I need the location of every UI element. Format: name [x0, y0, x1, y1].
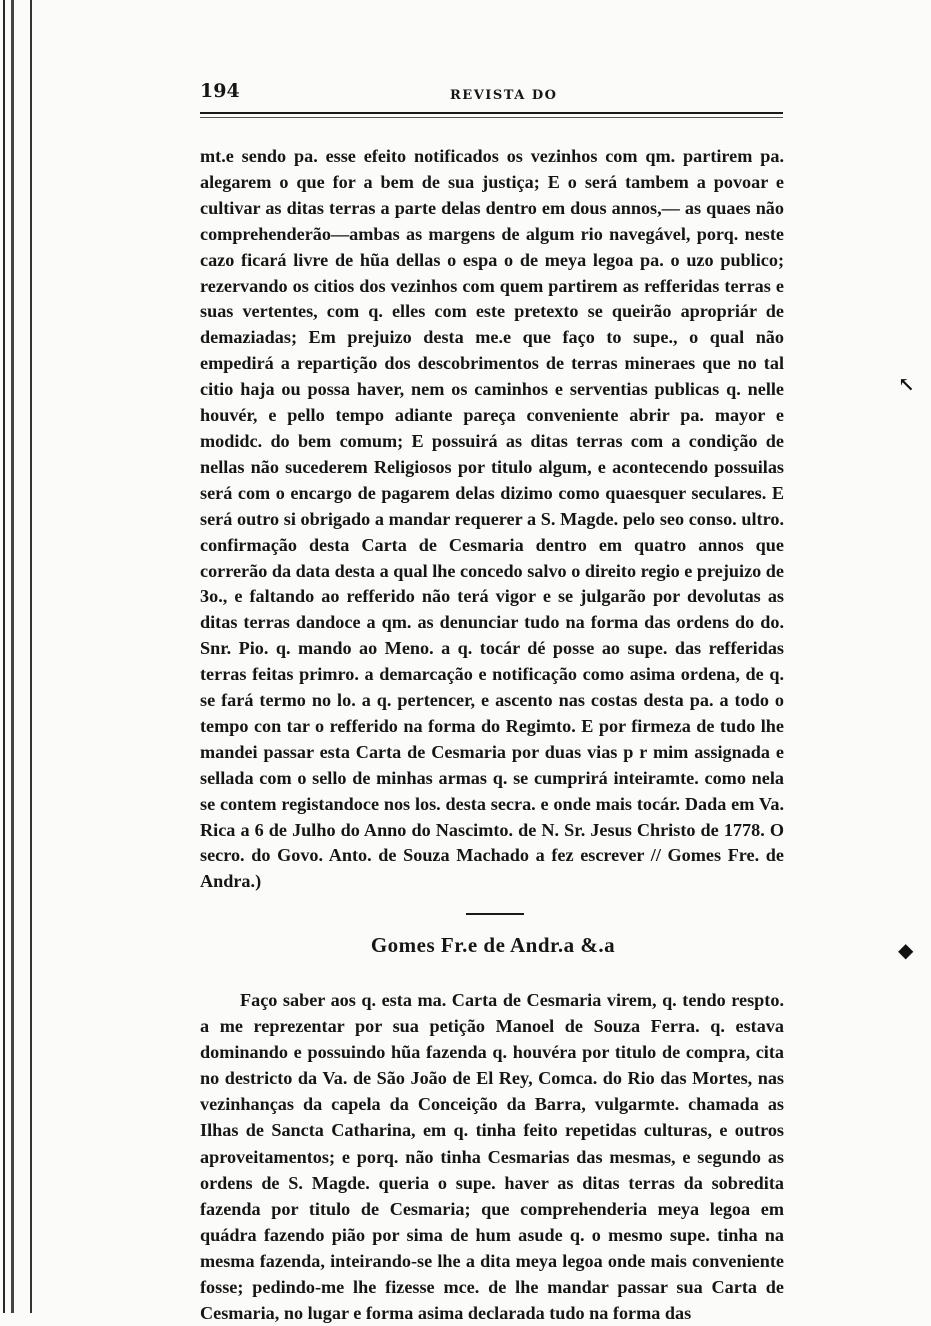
second-text-block — [200, 987, 784, 1326]
binding-line — [30, 0, 32, 1313]
section-heading: Gomes Fr.e de Andr.a &.a — [370, 933, 616, 957]
book-page — [200, 78, 786, 1324]
margin-mark-arrow: ↖ — [898, 372, 915, 396]
section-divider — [466, 913, 524, 915]
header-rule — [200, 112, 783, 118]
page-header — [200, 78, 786, 108]
page-number: 194 — [200, 80, 240, 102]
running-head: REVISTA DO — [450, 88, 558, 103]
binding-line — [11, 0, 14, 1313]
margin-mark-blot: ◆ — [898, 938, 914, 962]
paragraph: Faço saber aos q. esta ma. Carta de Cesmaria virem, q. tendo respto. a me reprezentar por sua petição Manoel de Souza Ferra. q. estava dominando e possuindo hũa fazenda q. houvéra por titulo de compra, cita no destricto da Va. de São João de El Rey, Comca. do Rio das Mortes, nas vezinhanças da capela da Conceição da Barra, vulgarmte. chamada as Ilhas de Sancta Catharina, em q. tinha feito repetidas culturas, e outros aproveitamentos; e porq. não tinha Cesmarias das mesmas, e segundo as ordens de S. Magde. queria o supe. haver as ditas terras da sobredita fazenda por titulo de Cesmaria; que comprehenderia meya legoa em quádra fazendo pião por sima de hum asude q. o mesmo supe. tinha na mesma fazenda, inteirando-se lhe a dita meya legoa onde mais conveniente fosse; pedindo-me lhe fizesse mce. de lhe mandar passar sua Carta de Cesmaria, no lugar e forma asima declarada tudo na forma das — [200, 990, 784, 1324]
main-text-block — [200, 144, 784, 895]
binding-line — [3, 0, 5, 1313]
paragraph: mt.e sendo pa. esse efeito notificados os vezinhos com qm. partirem pa. alegarem o que for a bem de sua justiça; E o será tambem a povoar e cultivar as ditas terras a parte delas dentro em dous annos,— as quaes não comprehenderão—ambas as margens de algum rio navegável, porq. neste cazo ficará livre de hũa dellas o espa o de meya legoa pa. o uzo publico; rezervando os citios dos vezinhos com quem partirem as refferidas terras e suas vertentes, com q. elles com este pretexto se queirão apropriár de demaziadas; Em prejuizo desta me.e que faço to supe., o qual não empedirá a repartição dos descobrimentos de terras mineraes que no tal citio haja ou possa haver, nem os caminhos e serventias publicas q. nelle houvér, e pello tempo adiante pareça conveniente abrir pa. mayor e modidc. do bem comum; E possuirá as ditas terras com a condição de nellas não sucederem Religiosos por titulo algum, e acontecendo possuilas será com o encargo de pagarem delas dizimo como quaesquer seculares. E será outro si obrigado a mandar requerer a S. Magde. pelo seo conso. ultro. confirmação desta Carta de Cesmaria dentro em quatro annos que correrão da data desta a qual lhe concedo salvo o direito regio e prejuizo de 3o., e faltando ao refferido não terá vigor e se julgarão por devolutas as ditas terras dandoce a qm. as denunciar tudo na forma das ordens do do. Snr. Pio. q. mando ao Meno. a q. tocár dé posse ao supe. das refferidas terras feitas primro. a demarcação e notificação como asima ordena, de q. se fará termo no lo. a q. pertencer, e ascento nas costas desta pa. a todo o tempo con tar o refferido na forma do Regimto. E por firmeza de tudo lhe mandei passar esta Carta de Cesmaria por duas vias p r mim assignada e sellada com o sello de minhas armas q. se cumprirá inteiramte. como nela se contem registandoce nos los. desta secra. e onde mais tocár. Dada em Va. Rica a 6 de Julho do Anno do Nascimto. de N. Sr. Jesus Christo de 1778. O secro. do Govo. Anto. de Souza Machado a fez escrever // Gomes Fre. de Andra.) — [200, 146, 784, 892]
book-binding-edge — [0, 0, 40, 1313]
